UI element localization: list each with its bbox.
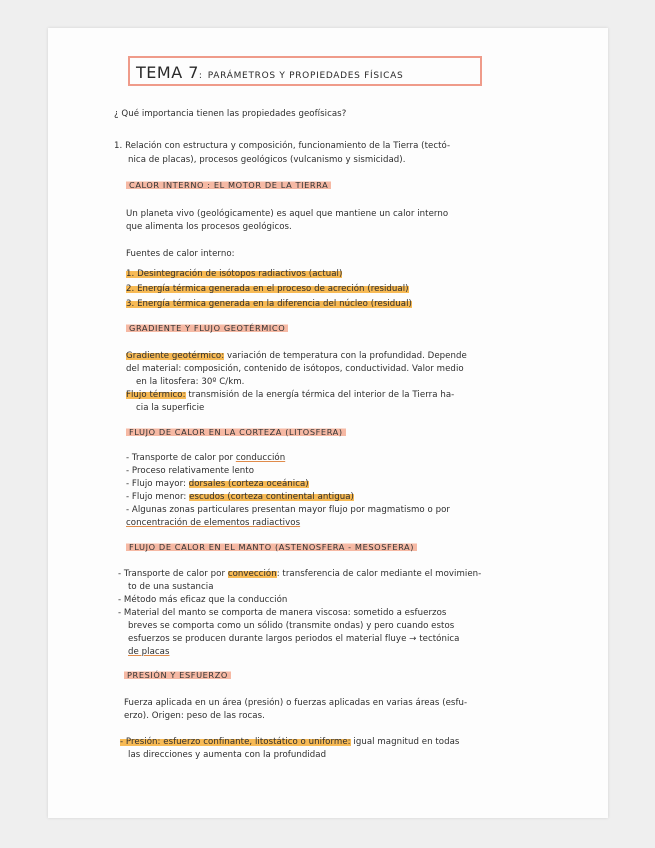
pressure-line-b: erzo). Origen: peso de las rocas. bbox=[124, 711, 265, 721]
section-heading-presion: PRESIÓN Y ESFUERZO bbox=[124, 669, 231, 682]
crust-item-3: - Flujo mayor: dorsales (corteza oceánica) bbox=[126, 479, 309, 489]
point-1-line-b: nica de placas), procesos geológicos (vulcanismo y sismicidad). bbox=[128, 155, 406, 165]
title-separator: : bbox=[198, 71, 203, 81]
crust-item-5-line-b: concentración de elementos radiactivos bbox=[126, 518, 301, 528]
crust-item-4: - Flujo menor: escudos (corteza continental antigua) bbox=[126, 492, 354, 502]
source-1: 1. Desintegración de isótopos radiactivos (actual) bbox=[126, 269, 343, 279]
flux-line-b: cia la superficie bbox=[136, 403, 205, 413]
source-2: 2. Energía térmica generada en el proceso de acreción (residual) bbox=[126, 284, 409, 294]
section-heading-corteza: FLUJO DE CALOR EN LA CORTEZA (LITOSFERA) bbox=[126, 426, 346, 439]
point-1-line-a: 1. Relación con estructura y composición, funcionamiento de la Tierra (tectó- bbox=[114, 141, 451, 151]
mantle-item-3-line-d: de placas bbox=[128, 647, 170, 657]
gradient-line-b: del material: composición, contenido de isótopos, conductividad. Valor medio bbox=[126, 364, 464, 374]
mantle-item-3-line-b: breves se comporta como un sólido (transmite ondas) y pero cuando estos bbox=[128, 621, 455, 631]
para-1-line-b: que alimenta los procesos geológicos. bbox=[126, 222, 292, 232]
source-3: 3. Energía térmica generada en la diferencia del núcleo (residual) bbox=[126, 299, 412, 309]
title-sub: PARÁMETROS Y PROPIEDADES FÍSICAS bbox=[207, 71, 404, 81]
gradient-line-a: Gradiente geotérmico: variación de temperatura con la profundidad. Depende bbox=[126, 351, 467, 361]
gradient-line-c: en la litosfera: 30º C/km. bbox=[136, 377, 245, 387]
mantle-item-3-line-a: - Material del manto se comporta de manera viscosa: sometido a esfuerzos bbox=[118, 608, 447, 618]
section-heading-manto: FLUJO DE CALOR EN EL MANTO (ASTENOSFERA - MESOSFERA) bbox=[126, 541, 417, 554]
pressure-item-line-b: las direcciones y aumenta con la profundidad bbox=[128, 750, 327, 760]
para-1-line-a: Un planeta vivo (geológicamente) es aquel que mantiene un calor interno bbox=[126, 209, 449, 219]
page-title bbox=[136, 63, 403, 82]
mantle-item-3-line-c: esfuerzos se producen durante largos periodos el material fluye → tectónica bbox=[128, 634, 460, 644]
crust-item-1: - Transporte de calor por conducción bbox=[126, 453, 286, 463]
section-heading-calor-interno: CALOR INTERNO : EL MOTOR DE LA TIERRA bbox=[126, 179, 331, 192]
question-line: ¿ Qué importancia tienen las propiedades geofísicas? bbox=[114, 109, 347, 119]
title-main: TEMA 7 bbox=[136, 63, 199, 82]
mantle-item-2: - Método más eficaz que la conducción bbox=[118, 595, 288, 605]
sources-heading: Fuentes de calor interno: bbox=[126, 249, 235, 259]
pressure-item-line-a: - Presión: esfuerzo confinante, litostático o uniforme: igual magnitud en todas bbox=[120, 737, 460, 747]
mantle-item-1-line-a: - Transporte de calor por convección: transferencia de calor mediante el movimien- bbox=[118, 569, 482, 579]
section-heading-gradiente: GRADIENTE Y FLUJO GEOTÉRMICO bbox=[126, 322, 288, 335]
mantle-item-1-line-b: to de una sustancia bbox=[128, 582, 214, 592]
pressure-line-a: Fuerza aplicada en un área (presión) o fuerzas aplicadas en varias áreas (esfu- bbox=[124, 698, 468, 708]
flux-line-a: Flujo térmico: transmisión de la energía térmica del interior de la Tierra ha- bbox=[126, 390, 455, 400]
notes-page bbox=[48, 28, 608, 818]
crust-item-2: - Proceso relativamente lento bbox=[126, 466, 255, 476]
crust-item-5-line-a: - Algunas zonas particulares presentan mayor flujo por magmatismo o por bbox=[126, 505, 450, 515]
